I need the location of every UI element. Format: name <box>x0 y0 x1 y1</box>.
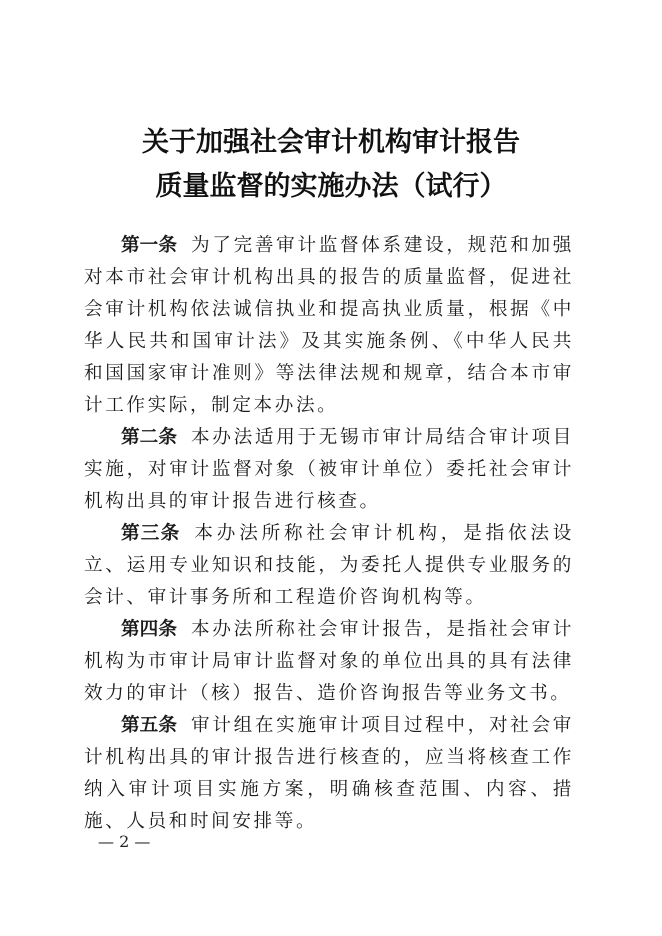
article-4 <box>84 614 574 710</box>
document-title-line-2: 质量监督的实施办法（试行） <box>155 171 507 202</box>
article-5 <box>84 710 574 838</box>
article-label: 第五条 <box>121 715 178 736</box>
page-number: — 2 — <box>98 832 151 851</box>
article-1 <box>84 230 574 422</box>
article-text: 本办法所称社会审计机构，是指依法设立、运用专业知识和技能，为委托人提供专业服务的会计、审计事务所和工程造价咨询机构等。 <box>84 523 574 608</box>
article-text: 为了完善审计监督体系建设，规范和加强对本市社会审计机构出具的报告的质量监督，促进社会审计机构依法诚信执业和提高执业质量，根据《中华人民共和国审计法》及其实施条例、《中华人民共和国国家审计准则》等法律法规和规章，结合本市审计工作实际，制定本办法。 <box>84 235 574 416</box>
article-label: 第二条 <box>121 427 178 448</box>
article-label: 第三条 <box>121 523 181 544</box>
document-body <box>84 230 574 838</box>
document-title-line-1: 关于加强社会审计机构审计报告 <box>142 127 520 158</box>
article-2 <box>84 422 574 518</box>
article-3 <box>84 518 574 614</box>
article-text: 审计组在实施审计项目过程中，对社会审计机构出具的审计报告进行核查的，应当将核查工作纳入审计项目实施方案，明确核查范围、内容、措施、人员和时间安排等。 <box>84 715 574 832</box>
article-text: 本办法适用于无锡市审计局结合审计项目实施，对审计监督对象（被审计单位）委托社会审计机构出具的审计报告进行核查。 <box>84 427 574 512</box>
article-text: 本办法所称社会审计报告，是指社会审计机构为市审计局审计监督对象的单位出具的具有法律效力的审计（核）报告、造价咨询报告等业务文书。 <box>84 619 574 704</box>
article-label: 第四条 <box>121 619 178 640</box>
article-label: 第一条 <box>121 235 178 256</box>
